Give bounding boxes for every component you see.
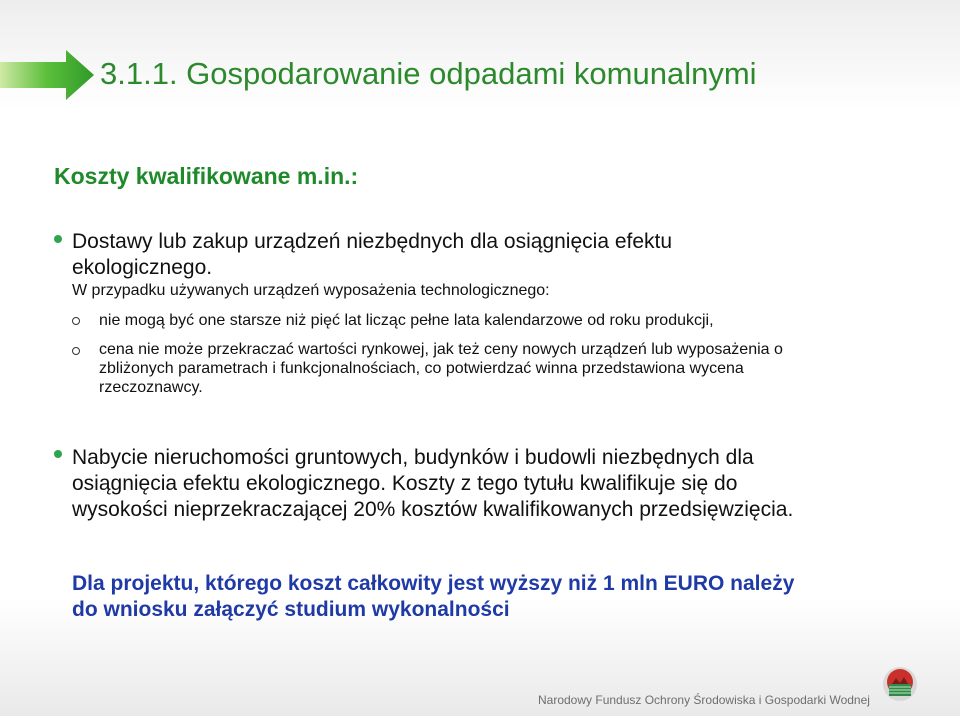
green-arrow-icon [0,48,96,102]
slide-title: 3.1.1. Gospodarowanie odpadami komunalnymi [100,56,757,91]
footer-organization: Narodowy Fundusz Ochrony Środowiska i Gospodarki Wodnej [538,693,870,707]
sub-bullet-marker [72,347,80,355]
bullet-marker [54,235,62,243]
used-equipment-intro: W przypadku używanych urządzeń wyposażenia technologicznego: [72,282,550,299]
section-heading: Koszty kwalifikowane m.in.: [54,163,359,189]
highlight-note [72,571,932,623]
bullet-marker [54,450,62,458]
highlight-line2: do wniosku załączyć studium wykonalności [72,598,510,621]
sub-item-2-line2: zbliżonych parametrach i funkcjonalnościach, co potwierdzać winna przedstawiona wycena [99,360,744,377]
bullet1-line1: Dostawy lub zakup urządzeń niezbędnych dla osiągnięcia efektu [72,230,673,253]
bullet2-line1: Nabycie nieruchomości gruntowych, budynków i budowli niezbędnych dla [72,446,754,469]
sub-item-2-line1: cena nie może przekraczać wartości rynkowej, jak też ceny nowych urządzeń lub wyposażenia o [99,341,783,358]
sub-item-2-line3: rzeczoznawcy. [99,379,203,396]
nfosigw-logo-icon [882,666,918,702]
highlight-line1: Dla projektu, którego koszt całkowity jest wyższy niż 1 mln EURO należy [72,572,795,595]
bullet2-line2: osiągnięcia efektu ekologicznego. Koszty z tego tytułu kwalifikuje się do [72,472,738,495]
header-background [0,0,960,110]
bullet2-line3: wysokości nieprzekraczającej 20% kosztów kwalifikowanych przedsięwzięcia. [72,498,794,521]
sub-item-1: nie mogą być one starsze niż pięć lat licząc pełne lata kalendarzowe od roku produkcji, [99,312,714,329]
sub-bullet-marker [72,317,80,325]
bullet1-line2: ekologicznego. [72,256,213,279]
